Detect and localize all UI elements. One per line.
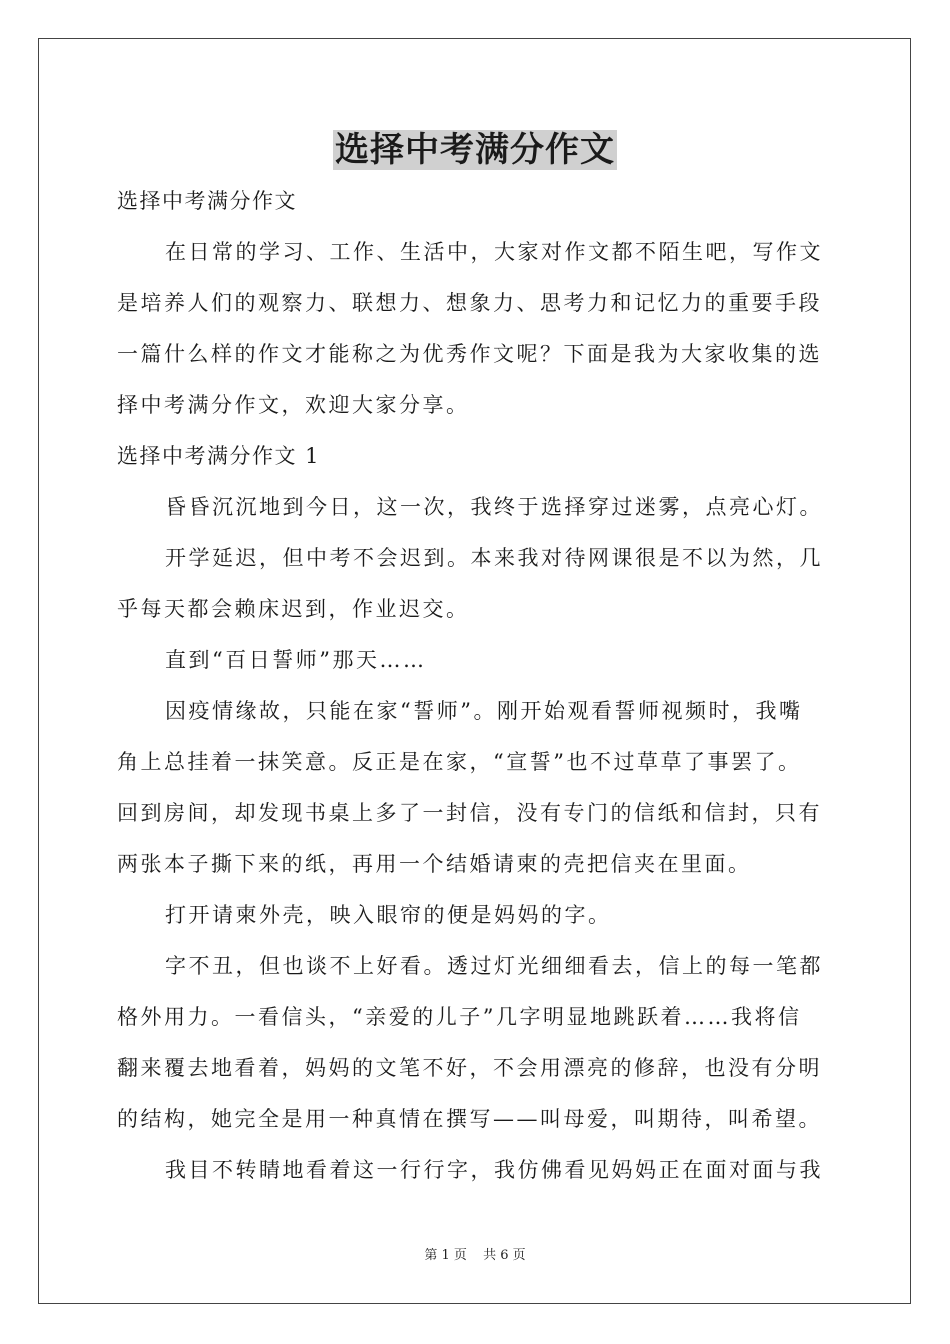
document-title-text: 选择中考满分作文 <box>335 130 615 170</box>
text-line: 两张本子撕下来的纸，再用一个结婚请柬的壳把信夹在里面。 <box>117 852 752 876</box>
text-line: 打开请柬外壳，映入眼帘的便是妈妈的字。 <box>165 903 612 927</box>
text-line: 乎每天都会赖床迟到，作业迟交。 <box>117 597 470 621</box>
document-body <box>117 176 833 1196</box>
text-line: 昏昏沉沉地到今日，这一次，我终于选择穿过迷雾，点亮心灯。 <box>165 495 823 519</box>
text-line: 一篇什么样的作文才能称之为优秀作文呢？下面是我为大家收集的选 <box>117 342 822 366</box>
text-line: 因疫情缘故，只能在家“誓师”。刚开始观看誓师视频时，我嘴 <box>165 699 803 723</box>
text-line: 格外用力。一看信头，“亲爱的儿子”几字明显地跳跃着……我将信 <box>117 1005 802 1029</box>
text-line: 在日常的学习、工作、生活中，大家对作文都不陌生吧，写作文 <box>165 240 823 264</box>
text-line: 是培养人们的观察力、联想力、想象力、思考力和记忆力的重要手段 <box>117 291 822 315</box>
text-line: 角上总挂着一抹笑意。反正是在家，“宣誓”也不过草草了事罢了。 <box>117 750 802 774</box>
text-line: 翻来覆去地看着，妈妈的文笔不好，不会用漂亮的修辞，也没有分明 <box>117 1056 822 1080</box>
section-heading: 选择中考满分作文 1 <box>117 444 321 468</box>
body-lines <box>117 227 833 1196</box>
document-title <box>0 128 950 172</box>
text-line: 直到“百日誓师”那天…… <box>165 648 427 672</box>
text-line: 字不丑，但也谈不上好看。透过灯光细细看去，信上的每一笔都 <box>165 954 823 978</box>
page-number: 第 1 页 <box>424 1248 467 1263</box>
document-subtitle: 选择中考满分作文 <box>117 189 297 213</box>
text-line: 择中考满分作文，欢迎大家分享。 <box>117 393 470 417</box>
text-line: 我目不转睛地看着这一行行字，我仿佛看见妈妈正在面对面与我 <box>165 1158 823 1182</box>
page-total: 共 6 页 <box>483 1248 526 1263</box>
text-line: 回到房间，却发现书桌上多了一封信，没有专门的信纸和信封，只有 <box>117 801 822 825</box>
text-line: 开学延迟，但中考不会迟到。本来我对待网课很是不以为然，几 <box>165 546 823 570</box>
page-footer <box>0 1244 950 1263</box>
text-line: 的结构，她完全是用一种真情在撰写——叫母爱，叫期待，叫希望。 <box>117 1107 822 1131</box>
